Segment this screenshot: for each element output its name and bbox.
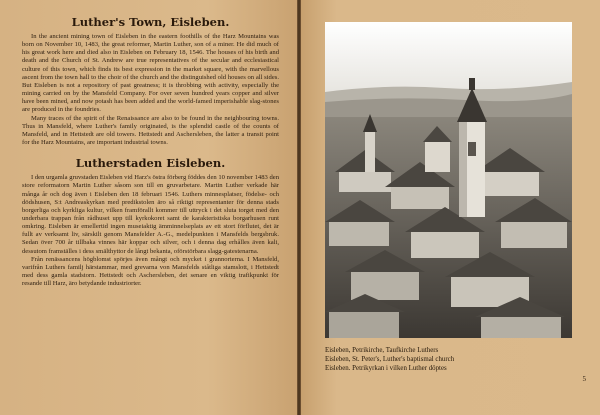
english-title: Luther's Town, Eisleben. bbox=[71, 15, 230, 29]
right-page bbox=[301, 0, 600, 415]
caption-line-english: Eisleben, St. Peter's, Luther's baptismal church bbox=[325, 356, 455, 363]
left-page bbox=[0, 0, 297, 415]
caption-line-german: Eisleben, Petrikirche, Taufkirche Luthers bbox=[325, 347, 439, 354]
english-paragraph: Many traces of the spirit of the Renaissance are also to be found in the neighbouring towns. Thus in Mansfeld, where Luther's family originated, is the splendid castle of the counts of Mansfeld, and in Hettstedt are old towers. Hettstedt and Aschersleben, the latter a transit point for the Harz Mountains, are important industrial towns. bbox=[22, 114, 279, 147]
town-photo-illustration bbox=[325, 22, 572, 338]
town-photograph bbox=[325, 22, 572, 338]
swedish-title: Lutherstaden Eisleben. bbox=[75, 156, 226, 171]
swedish-paragraph: I den urgamla gruvstaden Eisleben vid Harz's östra förberg föddes den 10 november 1483 den store reformatorn Martin Luther såsom son till en gruvarbetare. Martin Luther verkade här många år och dog även i Eisleben den 18 februari 1546. Luthers minnesplatser, födelse- och dödshusen, S:t Andreaskyrkan med predikstolen äro så riktigt representanter för denna stads borgerliga och kyrkliga kultur, vilken framförallt kommer till uttryck i det sluta torget med den underbara trappan från rådhuset upp till kyrkokoret samt de karakteristiska borgarhusen runt omkring. Eisleben är emellertid ingen museiaktig ämminnelseplats av ett stort förflutet, det är fullt av verksamt liv, särskilt genom Mansfelder A.-G., medelpunkten i Mansfelds bergsbruk. Sedan över 700 år tillbaka vinnes här koppar och silver, och i denna dag erhålles även kali, dessutom framställes i dess smälthyttor de långt bekanta, oförstörbara slagg-gatestenarna. bbox=[22, 174, 279, 255]
english-paragraph: In the ancient mining town of Eisleben in the eastern foothills of the Harz Mountains was born on November 10, 1483, the great reformer, Martin Luther, son of a miner. He did much of his great work here and died also in Eisleben on February 18, 1546. The houses of his birth and death and the Church of St. Andrew are true representatives of the secular and ecclesiastical culture of this town, which finds its best expression in the market square, with the marvellous ascent from the town hall to the choir of the church and the distinguished old houses on all sides. But Eisleben is not a repository of past greatness; it is throbbing with activity, especially the mining carried on by the Mansfeld Company. For over seven hundred years copper and silver have been mined, and now potash has been added and the world-famed imperishable slag-stones are produced in the foundries. bbox=[22, 33, 279, 114]
caption-line-swedish: Eisleben. Petrikyrkan i vilken Luther döptes bbox=[325, 365, 447, 372]
page-number: 5 bbox=[582, 375, 586, 383]
swedish-paragraph: Från renässancens högblomst spörjes även mångt och mycket i grannorterna. I Mansfeld, varifrån Luthers familj härstammar, med grevarna von Mansfelds ståtliga stamslott, i Hettstedt med dess gamla stadstorn. Hettstedt och Aschersleben, det senare en viktig trafikpunkt för resande till Harz, äro betydande industriorter. bbox=[22, 255, 279, 288]
photo-caption bbox=[325, 346, 575, 373]
